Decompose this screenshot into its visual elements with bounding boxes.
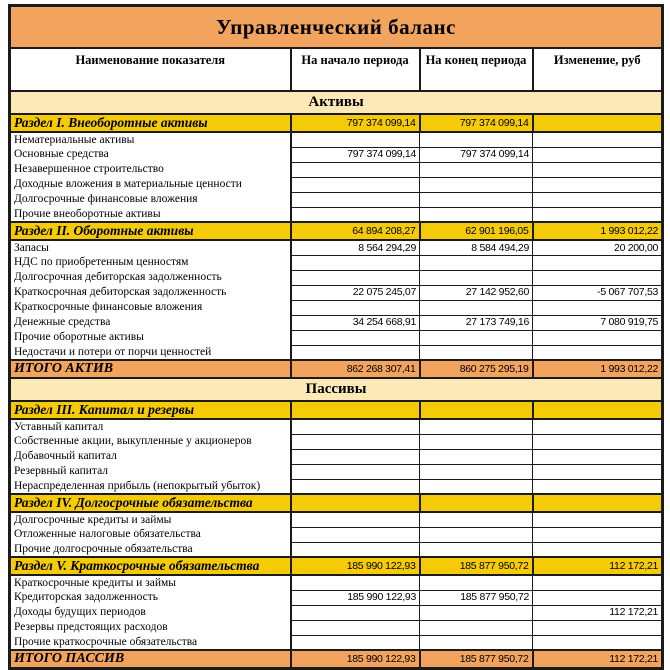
value-start-of-period [291, 162, 420, 177]
value-start-of-period: 64 894 208,27 [291, 222, 420, 240]
balance-row [10, 512, 663, 527]
balance-row [10, 575, 663, 590]
razdel-row [10, 557, 663, 575]
value-start-of-period: 8 564 294,29 [291, 240, 420, 255]
value-change: 7 080 919,75 [533, 315, 663, 330]
value-start-of-period [291, 494, 420, 512]
value-start-of-period [291, 464, 420, 479]
value-change [533, 162, 663, 177]
value-change [533, 575, 663, 590]
value-end-of-period [420, 401, 533, 419]
balance-row [10, 434, 663, 449]
row-label: Краткосрочная дебиторская задолженность [10, 285, 291, 300]
value-start-of-period: 797 374 099,14 [291, 114, 420, 132]
balance-row [10, 270, 663, 285]
value-change: 112 172,21 [533, 650, 663, 669]
value-end-of-period [420, 620, 533, 635]
value-start-of-period [291, 620, 420, 635]
value-end-of-period [420, 494, 533, 512]
balance-row [10, 479, 663, 494]
value-change: 1 993 012,22 [533, 222, 663, 240]
balance-row [10, 300, 663, 315]
value-start-of-period [291, 479, 420, 494]
management-balance-table [8, 4, 664, 670]
value-end-of-period: 8 584 494,29 [420, 240, 533, 255]
value-end-of-period: 185 877 950,72 [420, 650, 533, 669]
row-label: Прочие оборотные активы [10, 330, 291, 345]
value-change [533, 270, 663, 285]
balance-row [10, 345, 663, 360]
value-start-of-period [291, 401, 420, 419]
row-label: Резервный капитал [10, 464, 291, 479]
value-change [533, 449, 663, 464]
row-label: Недостачи и потери от порчи ценностей [10, 345, 291, 360]
value-start-of-period: 22 075 245,07 [291, 285, 420, 300]
value-end-of-period [420, 527, 533, 542]
value-start-of-period [291, 434, 420, 449]
section-band-label: Пассивы [10, 378, 663, 401]
value-change [533, 192, 663, 207]
row-label: Прочие долгосрочные обязательства [10, 542, 291, 557]
row-label: Резервы предстоящих расходов [10, 620, 291, 635]
balance-row [10, 132, 663, 147]
row-label: Доходы будущих периодов [10, 605, 291, 620]
value-start-of-period [291, 177, 420, 192]
value-end-of-period [420, 605, 533, 620]
row-label: Уставный капитал [10, 419, 291, 434]
value-end-of-period [420, 192, 533, 207]
itogo-row [10, 360, 663, 378]
column-header-change: Изменение, руб [533, 48, 663, 91]
value-change [533, 620, 663, 635]
value-end-of-period [420, 270, 533, 285]
value-start-of-period [291, 255, 420, 270]
value-start-of-period [291, 330, 420, 345]
value-start-of-period [291, 207, 420, 222]
value-start-of-period [291, 635, 420, 650]
value-change [533, 635, 663, 650]
column-header-row [10, 48, 663, 91]
row-label: Нематериальные активы [10, 132, 291, 147]
value-end-of-period [420, 542, 533, 557]
row-label: ИТОГО АКТИВ [10, 360, 291, 378]
row-label: Отложенные налоговые обязательства [10, 527, 291, 542]
value-change: -5 067 707,53 [533, 285, 663, 300]
value-start-of-period [291, 575, 420, 590]
row-label: Краткосрочные кредиты и займы [10, 575, 291, 590]
balance-row [10, 285, 663, 300]
row-label: Долгосрочные финансовые вложения [10, 192, 291, 207]
row-label: Раздел II. Оборотные активы [10, 222, 291, 240]
value-change [533, 147, 663, 162]
row-label: Раздел III. Капитал и резервы [10, 401, 291, 419]
value-start-of-period: 797 374 099,14 [291, 147, 420, 162]
row-label: Долгосрочные кредиты и займы [10, 512, 291, 527]
value-start-of-period: 185 990 122,93 [291, 590, 420, 605]
value-end-of-period: 797 374 099,14 [420, 147, 533, 162]
value-start-of-period: 34 254 668,91 [291, 315, 420, 330]
value-end-of-period [420, 479, 533, 494]
value-start-of-period: 185 990 122,93 [291, 650, 420, 669]
value-change [533, 330, 663, 345]
row-label: Долгосрочная дебиторская задолженность [10, 270, 291, 285]
value-change: 20 200,00 [533, 240, 663, 255]
row-label: Раздел I. Внеоборотные активы [10, 114, 291, 132]
balance-row [10, 542, 663, 557]
value-change [533, 494, 663, 512]
column-header-name: Наименование показателя [10, 48, 291, 91]
balance-row [10, 315, 663, 330]
value-change [533, 542, 663, 557]
value-start-of-period [291, 345, 420, 360]
value-start-of-period [291, 527, 420, 542]
value-end-of-period [420, 255, 533, 270]
balance-row [10, 255, 663, 270]
balance-row [10, 162, 663, 177]
row-label: ИТОГО ПАССИВ [10, 650, 291, 669]
value-end-of-period [420, 330, 533, 345]
value-change [533, 527, 663, 542]
value-end-of-period: 860 275 295,19 [420, 360, 533, 378]
value-change: 1 993 012,22 [533, 360, 663, 378]
value-end-of-period [420, 177, 533, 192]
column-header-start: На начало периода [291, 48, 420, 91]
value-end-of-period [420, 434, 533, 449]
value-change [533, 177, 663, 192]
balance-row [10, 207, 663, 222]
balance-row [10, 330, 663, 345]
row-label: Денежные средства [10, 315, 291, 330]
value-start-of-period: 862 268 307,41 [291, 360, 420, 378]
value-end-of-period: 185 877 950,72 [420, 590, 533, 605]
section-band-label: Активы [10, 91, 663, 114]
section-row [10, 378, 663, 401]
value-change [533, 255, 663, 270]
row-label: Собственные акции, выкупленные у акционеров [10, 434, 291, 449]
balance-row [10, 449, 663, 464]
value-end-of-period [420, 464, 533, 479]
balance-row [10, 620, 663, 635]
value-end-of-period: 27 142 952,60 [420, 285, 533, 300]
value-end-of-period [420, 419, 533, 434]
value-end-of-period: 185 877 950,72 [420, 557, 533, 575]
row-label: НДС по приобретенным ценностям [10, 255, 291, 270]
value-end-of-period [420, 162, 533, 177]
value-change [533, 590, 663, 605]
value-start-of-period [291, 270, 420, 285]
row-label: Раздел IV. Долгосрочные обязательства [10, 494, 291, 512]
value-start-of-period: 185 990 122,93 [291, 557, 420, 575]
value-start-of-period [291, 132, 420, 147]
value-change [533, 419, 663, 434]
row-label: Нераспределенная прибыль (непокрытый убыток) [10, 479, 291, 494]
value-change [533, 207, 663, 222]
row-label: Прочие краткосрочные обязательства [10, 635, 291, 650]
balance-row [10, 192, 663, 207]
row-label: Прочие внеоборотные активы [10, 207, 291, 222]
balance-row [10, 240, 663, 255]
row-label: Основные средства [10, 147, 291, 162]
value-end-of-period [420, 575, 533, 590]
value-change [533, 345, 663, 360]
balance-row [10, 635, 663, 650]
razdel-row [10, 401, 663, 419]
value-end-of-period: 27 173 749,16 [420, 315, 533, 330]
value-end-of-period [420, 635, 533, 650]
value-change [533, 132, 663, 147]
section-row [10, 91, 663, 114]
balance-row [10, 527, 663, 542]
value-start-of-period [291, 512, 420, 527]
value-end-of-period: 62 901 196,05 [420, 222, 533, 240]
value-end-of-period [420, 449, 533, 464]
value-start-of-period [291, 605, 420, 620]
value-start-of-period [291, 449, 420, 464]
row-label: Раздел V. Краткосрочные обязательства [10, 557, 291, 575]
value-change [533, 512, 663, 527]
value-change [533, 434, 663, 449]
page-title: Управленческий баланс [10, 6, 663, 49]
razdel-row [10, 114, 663, 132]
value-start-of-period [291, 300, 420, 315]
balance-row [10, 590, 663, 605]
value-change: 112 172,21 [533, 605, 663, 620]
balance-row [10, 464, 663, 479]
value-change [533, 464, 663, 479]
value-change [533, 300, 663, 315]
value-end-of-period [420, 300, 533, 315]
row-label: Краткосрочные финансовые вложения [10, 300, 291, 315]
balance-row [10, 605, 663, 620]
row-label: Кредиторская задолженность [10, 590, 291, 605]
balance-rows [10, 91, 663, 669]
row-label: Незавершенное строительство [10, 162, 291, 177]
value-change [533, 401, 663, 419]
razdel-row [10, 222, 663, 240]
balance-row [10, 419, 663, 434]
balance-row [10, 147, 663, 162]
razdel-row [10, 494, 663, 512]
value-end-of-period [420, 345, 533, 360]
value-start-of-period [291, 542, 420, 557]
value-end-of-period [420, 207, 533, 222]
value-change: 112 172,21 [533, 557, 663, 575]
value-end-of-period [420, 512, 533, 527]
value-start-of-period [291, 419, 420, 434]
value-change [533, 479, 663, 494]
title-row [10, 6, 663, 49]
row-label: Добавочный капитал [10, 449, 291, 464]
balance-row [10, 177, 663, 192]
column-header-end: На конец периода [420, 48, 533, 91]
value-change [533, 114, 663, 132]
row-label: Запасы [10, 240, 291, 255]
row-label: Доходные вложения в материальные ценности [10, 177, 291, 192]
value-end-of-period [420, 132, 533, 147]
value-end-of-period: 797 374 099,14 [420, 114, 533, 132]
value-start-of-period [291, 192, 420, 207]
